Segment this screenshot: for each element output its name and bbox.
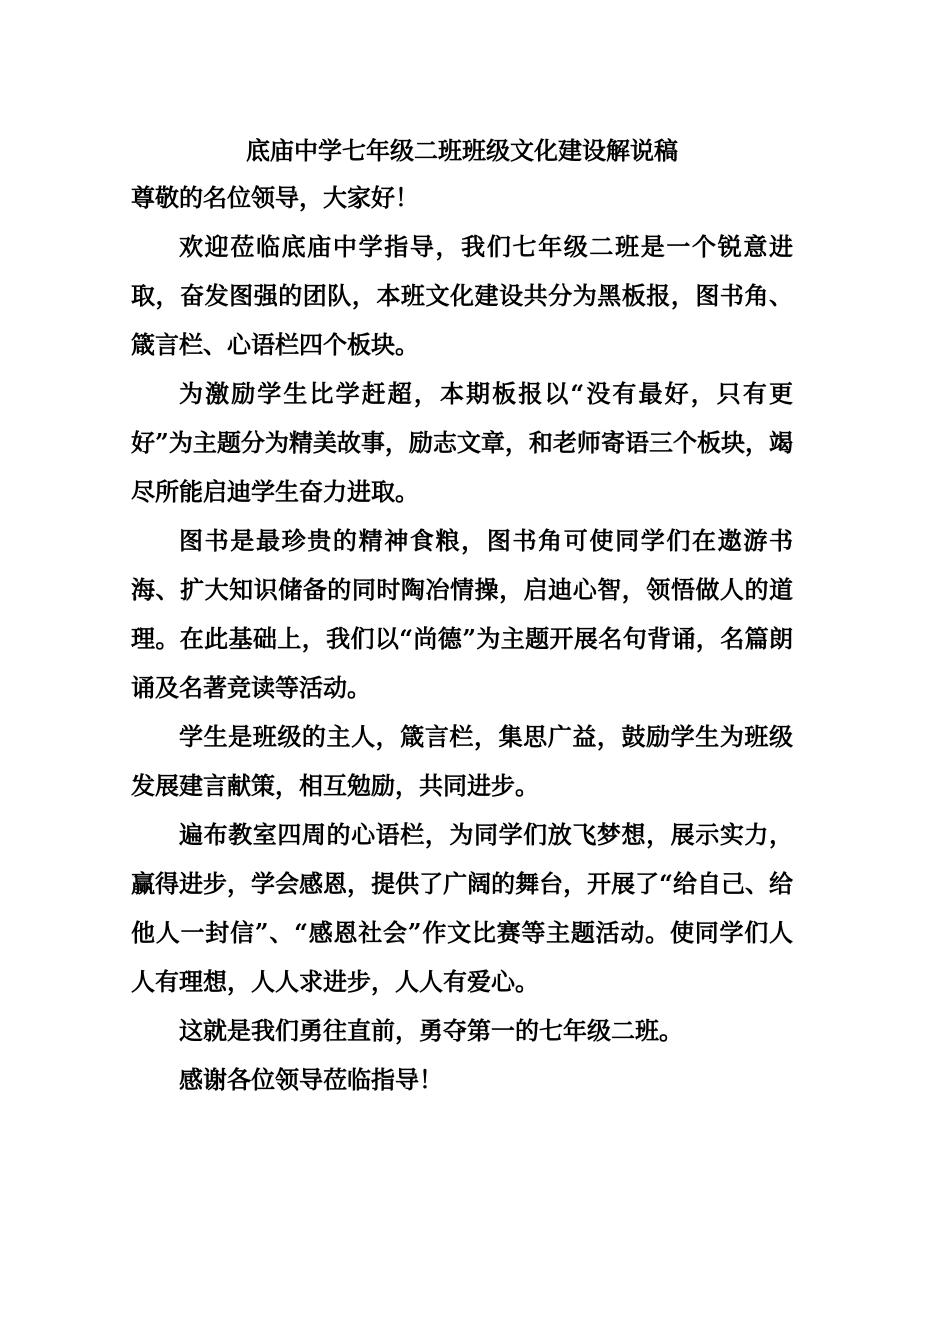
paragraph-motto-column: 学生是班级的主人，箴言栏，集思广益，鼓励学生为班级发展建言献策，相互勉励，共同进步。	[131, 722, 793, 800]
document-body	[131, 128, 793, 1104]
paragraph-blackboard: 为激励学生比学赶超，本期板报以“没有最好，只有更好”为主题分为精美故事，励志文章，和老师寄语三个板块，竭尽所能启迪学生奋力进取。	[131, 379, 793, 506]
paragraph-heart-column: 遍布教室四周的心语栏，为同学们放飞梦想，展示实力，赢得进步，学会感恩，提供了广阔的舞台，开展了“给自己、给他人一封信”、“感恩社会”作文比赛等主题活动。使同学们人人有理想，人人求进步，人人有爱心。	[131, 820, 793, 996]
document-title: 底庙中学七年级二班班级文化建设解说稿	[246, 136, 678, 165]
salutation: 尊敬的名位领导，大家好！	[131, 183, 419, 212]
paragraph-conclusion: 这就是我们勇往直前，勇夺第一的七年级二班。	[179, 1016, 683, 1045]
paragraph-book-corner: 图书是最珍贵的精神食粮，图书角可使同学们在遨游书海、扩大知识储备的同时陶冶情操，启迪心智，领悟做人的道理。在此基础上，我们以“尚德”为主题开展名句背诵，名篇朗诵及名著竞读等活动。	[131, 526, 793, 702]
paragraph-thanks: 感谢各位领导莅临指导！	[179, 1065, 443, 1094]
paragraph-welcome: 欢迎莅临底庙中学指导，我们七年级二班是一个锐意进取，奋发图强的团队，本班文化建设共分为黑板报，图书角、箴言栏、心语栏四个板块。	[131, 232, 793, 359]
